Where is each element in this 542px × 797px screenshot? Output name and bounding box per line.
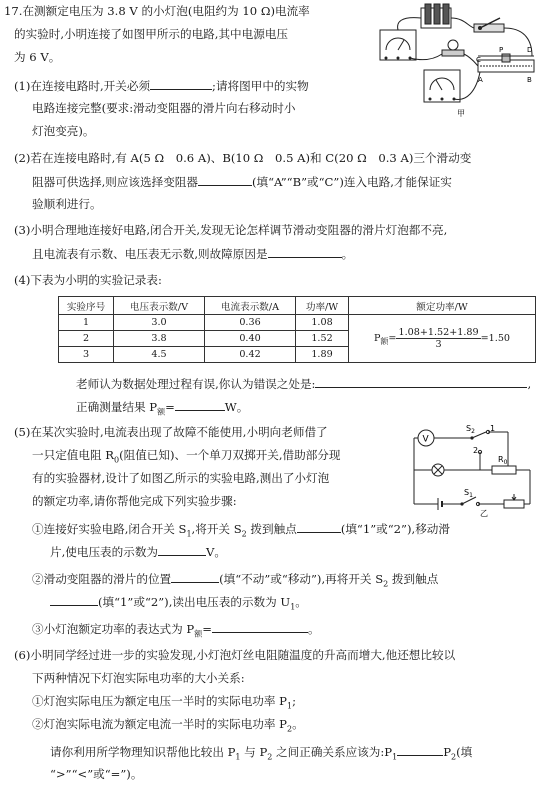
answer-blank-step1-voltage[interactable] [158, 543, 206, 556]
record-table [58, 296, 536, 363]
figure-jia-label: 甲 [457, 109, 465, 118]
voltmeter-symbol [418, 430, 434, 446]
answer-blank-step3-expression[interactable] [212, 620, 308, 633]
part1-text-b: ;请将图甲中的实物 [212, 79, 309, 93]
contact-2-label: 2 [473, 446, 479, 455]
switch-icon [474, 18, 504, 32]
answer-blank-result[interactable] [175, 398, 225, 411]
part4b-unit: W。 [224, 400, 249, 414]
part2-line-2 [32, 173, 452, 190]
table-header-row [59, 297, 536, 315]
table-cell: 3.8 [114, 331, 205, 347]
table-cell: 0.36 [205, 315, 296, 331]
part4b-comma: , [527, 377, 532, 391]
label-b: B [527, 76, 532, 84]
figure-yi-circuit [410, 422, 538, 518]
formula-fraction [396, 327, 480, 350]
label-d: D [527, 46, 533, 54]
part2-line-1: (2)若在连接电路时,有 A(5 Ω 0.6 A)、B(10 Ω 0.5 A)和 C(20 Ω 0.3 A)三个滑动变 [14, 151, 472, 165]
formula-numerator: 1.08+1.52+1.89 [398, 327, 479, 338]
step1-line-2: 片,使电压表的示数为 V。 [50, 545, 226, 559]
formula-result: =1.50 [480, 333, 511, 344]
part6-line-3: ①灯泡实际电压为额定电压一半时的实际电功率 $P_1$; [32, 694, 296, 711]
part6-line-5: 请你利用所学物理知识帮他比较出 $P_1$ 与 $P_2$ 之间正确关系应该为$:P_1$ $P_2$(填 [50, 745, 473, 762]
part5-sub: 0 [113, 455, 120, 465]
table-header-cell: 电压表示数/V [114, 297, 205, 315]
part4b-eq: = [165, 400, 175, 414]
table-header-cell: 电流表示数/A [205, 297, 296, 315]
table-cell: 2 [59, 331, 114, 347]
step1-line-1: ①连接好实验电路,闭合开关 $S_1$,将开关 $S_2$ 拨到触点 (填“1”或“2”),移动滑 [32, 522, 450, 539]
part5-line-4: 的额定功率,请你帮他完成下列实验步骤: [32, 494, 237, 508]
answer-blank-step2-contact[interactable] [50, 593, 98, 606]
battery-icon [421, 4, 451, 28]
answer-blank-step1-contact[interactable] [297, 520, 341, 533]
question-intro-line-2: 的实验时,小明连接了如图甲所示的电路,其中电源电压 [14, 27, 289, 41]
battery-symbol [414, 498, 442, 510]
part6-line-1: (6)小明同学经过进一步的实验发现,小灯泡灯丝电阻随温度的升高而增大,他还想比较以 [14, 648, 456, 662]
figure-jia-circuit [376, 2, 538, 120]
part5-text-b: (阻值已知)、一个单刀双掷开关,借助部分现 [119, 448, 341, 462]
formula-denominator: 3 [435, 339, 442, 350]
part3-text-a: 且电流表有示数、电压表无示数,则故障原因是 [32, 247, 268, 261]
part1-line-1 [14, 77, 309, 94]
table-cell: 4.5 [114, 347, 205, 363]
part1-line-3: 灯泡变亮)。 [32, 124, 95, 138]
part4b-line-2 [76, 398, 248, 420]
part4b-sub: 额 [157, 407, 166, 417]
lamp-symbol [432, 464, 444, 476]
rated-power-formula-cell: $P_额=$ $\frac{1.08+1.52+1.89}{3}$ =1.50 [349, 315, 536, 363]
table-cell: 3.0 [114, 315, 205, 331]
resistor-r0-symbol [492, 466, 516, 474]
table-cell: 1.89 [296, 347, 349, 363]
step2-line-2: (填“1”或“2”),读出电压表的示数为 $U_1$。 [50, 593, 307, 615]
label-c: C [476, 56, 481, 64]
table-cell: 1 [59, 315, 114, 331]
step2-line-1: ②滑动变阻器的滑片的位置 (填“不动”或“移动”),再将开关 $S_2$ 拨到触点 [32, 572, 439, 589]
part4b-line-1 [76, 375, 531, 392]
part3-text-b: 。 [341, 247, 354, 261]
part5-line-3: 有的实验器材,设计了如图乙所示的实验电路,测出了小灯泡 [32, 471, 330, 485]
label-p: P [499, 46, 504, 54]
label-a: A [478, 76, 483, 84]
part5-text-a: 一只定值电阻 R [32, 448, 114, 462]
part6-line-6: “>”“<”或“=”)。 [50, 767, 143, 781]
answer-blank-rheostat[interactable] [198, 173, 252, 186]
part1-text-a: (1)在连接电路时,开关必须 [14, 79, 151, 93]
table-cell: 1.52 [296, 331, 349, 347]
question-intro-line-1: 17.在测额定电压为 3.8 V 的小灯泡(电阻约为 10 Ω)电流率 [4, 4, 310, 18]
part2-line-3: 验顺利进行。 [32, 197, 102, 211]
part2-text-b: (填“A”“B”或“C”)连入电路,才能保证实 [252, 175, 452, 189]
formula-p: P [373, 333, 381, 344]
table-cell: 0.42 [205, 347, 296, 363]
s1-label: $S_1$ [464, 488, 473, 499]
part3-line-2 [32, 245, 353, 262]
table-row [59, 315, 536, 331]
contact-1-label: 1 [490, 424, 496, 433]
part2-text-a: 阻器可供选择,则应该选择变阻器 [32, 175, 198, 189]
part5-line-1: (5)在某次实验时,电流表出现了故障不能使用,小明向老师借了 [14, 425, 328, 439]
voltmeter-icon [380, 30, 416, 60]
lamp-icon [442, 40, 464, 56]
answer-blank-error[interactable] [315, 375, 527, 388]
step3-line: ③小灯泡额定功率的表达式为 $P_额=$ 。 [32, 622, 320, 639]
table-header-cell: 功率/W [296, 297, 349, 315]
table-header-cell: 额定功率/W [349, 297, 536, 315]
s2-label: $S_2$ [466, 424, 475, 435]
voltmeter-label: V [422, 434, 429, 445]
figure-yi-label: 乙 [480, 509, 488, 518]
r0-label: $R_0$ [498, 455, 508, 466]
formula-sub: 额 [380, 336, 389, 346]
part5-line-2 [32, 447, 341, 468]
rheostat-symbol [504, 494, 524, 508]
table-header-cell: 实验序号 [59, 297, 114, 315]
table-cell: 0.40 [205, 331, 296, 347]
part4b-text-b: 正确测量结果 P [76, 400, 158, 414]
rheostat-icon [478, 54, 534, 72]
table-cell: 1.08 [296, 315, 349, 331]
table-cell: 3 [59, 347, 114, 363]
part3-line-1: (3)小明合理地连接好电路,闭合开关,发现无论怎样调节滑动变阻器的滑片灯泡都不亮, [14, 223, 448, 237]
part6-line-4: ②灯泡实际电流为额定电流一半时的实际电功率 $P_2$。 [32, 717, 304, 734]
answer-blank-switch[interactable] [150, 77, 212, 90]
answer-blank-step2-slider[interactable] [171, 570, 219, 583]
ammeter-icon [424, 70, 460, 102]
part6-line-2: 下两种情况下灯泡实际电功率的大小关系: [32, 671, 245, 685]
answer-blank-compare[interactable] [397, 743, 443, 756]
part4b-text-a: 老师认为数据处理过程有误,你认为错误之处是: [76, 377, 316, 391]
part4-line-1: (4)下表为小明的实验记录表: [14, 273, 162, 287]
part1-line-2: 电路连接完整(要求:滑动变阻器的滑片向右移动时小 [32, 101, 296, 115]
question-intro-line-3: 为 6 V。 [14, 50, 61, 64]
answer-blank-fault[interactable] [268, 245, 342, 258]
